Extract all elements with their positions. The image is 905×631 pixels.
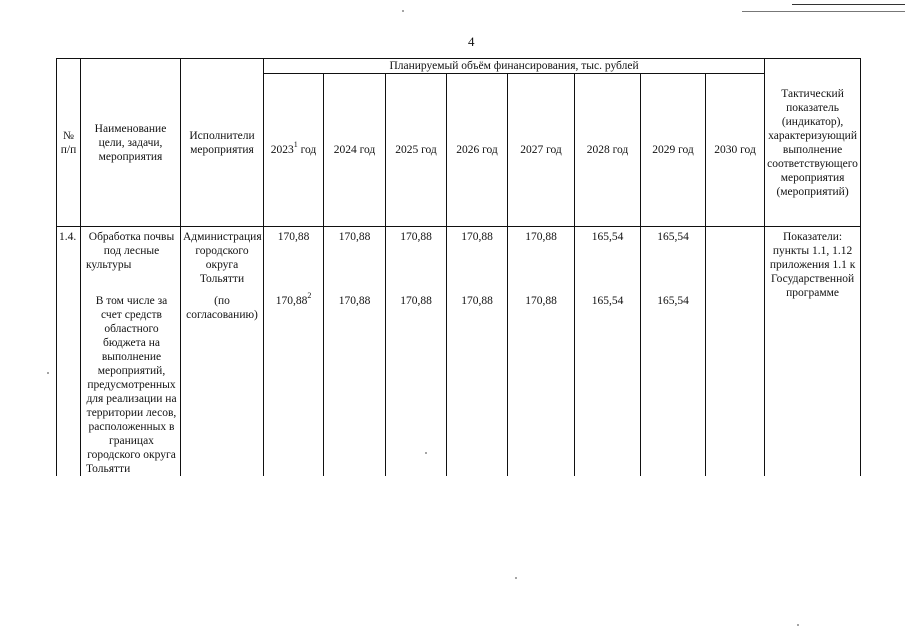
value-2028-sub: 165,54 [575, 294, 641, 476]
header-year-2026: 2026 год [447, 74, 508, 227]
header-year-2030: 2030 год [706, 74, 765, 227]
value-2030-main [706, 227, 765, 287]
value-2024-sub: 170,88 [324, 294, 386, 476]
header-indicator: Тактический показатель (индикатор), характеризующий выполнение соответствующего мероприятия (мероприятий) [765, 59, 861, 227]
row-indicator: Показатели: пункты 1.1, 1.12 приложения 1.1 к Государственной программе [765, 227, 861, 477]
table-row-main [57, 227, 861, 287]
value-2030-sub [706, 294, 765, 476]
table-row-gap [57, 286, 861, 294]
value-2028-main: 165,54 [575, 227, 641, 287]
header-row-1 [57, 59, 861, 74]
top-rule [792, 4, 905, 5]
scan-speck [797, 624, 799, 626]
value-2025-main: 170,88 [386, 227, 447, 287]
header-year-2025: 2025 год [386, 74, 447, 227]
header-year-2024: 2024 год [324, 74, 386, 227]
value-2026-main: 170,88 [447, 227, 508, 287]
row-name-sub: В том числе за счет средств областного бюджета на выполнение мероприятий, предусмотренных для реализации на территории лесов, расположенных в границах городского округа Тольятти [81, 294, 181, 476]
header-executors: Исполнители мероприятия [181, 59, 264, 227]
value-2023-sub: 170,88$^2$ [264, 294, 324, 476]
value-2026-sub: 170,88 [447, 294, 508, 476]
header-no: № п/п [57, 59, 81, 227]
value-2029-sub: 165,54 [641, 294, 706, 476]
scan-speck [402, 10, 404, 12]
value-2023-main: 170,88 [264, 227, 324, 287]
value-2024-main: 170,88 [324, 227, 386, 287]
header-name: Наименование цели, задачи, мероприятия [81, 59, 181, 227]
value-2029-main: 165,54 [641, 227, 706, 287]
page-number: 4 [468, 34, 475, 49]
table-row-sub [57, 294, 861, 476]
row-executor-main: Администрация городского округа Тольятти [181, 227, 264, 287]
header-year-2028: 2028 год [575, 74, 641, 227]
row-number: 1.4. [57, 227, 81, 477]
header-year-2029: 2029 год [641, 74, 706, 227]
value-2025-sub: 170,88 [386, 294, 447, 476]
value-2027-sub: 170,88 [508, 294, 575, 476]
scan-speck [515, 577, 517, 579]
header-year-2023: 2023$^1$ год [264, 74, 324, 227]
value-2027-main: 170,88 [508, 227, 575, 287]
top-rule-2 [742, 11, 905, 12]
scan-speck [47, 372, 49, 374]
row-executor-sub: (по согласованию) [181, 294, 264, 476]
header-funding: Планируемый объём финансирования, тыс. рублей [264, 59, 765, 74]
scan-speck [425, 452, 427, 454]
financing-table [56, 58, 861, 476]
header-year-2027: 2027 год [508, 74, 575, 227]
row-name-main: Обработка почвы под лесные культуры [81, 227, 181, 287]
